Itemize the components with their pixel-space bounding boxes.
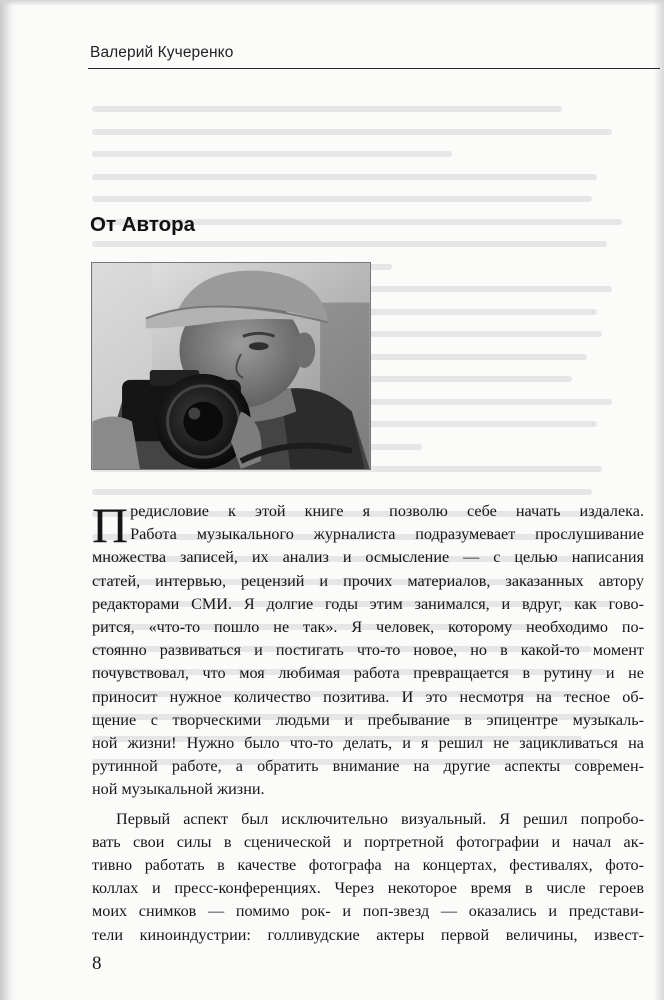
- drop-cap: П: [92, 497, 129, 553]
- text-line: почувствовал, что моя любимая работа превращается в рутину и не: [92, 664, 644, 683]
- header-rule: [88, 68, 660, 69]
- text-line: приносит нужное количество позитива. И это несмотря на тесное об-: [92, 687, 644, 706]
- show-through-line: [92, 196, 592, 202]
- text-line: редакторами СМИ. Я долгие годы этим занимался, и вдруг, как гово-: [92, 594, 644, 613]
- author-photo: [91, 262, 371, 470]
- paragraph-2: [92, 808, 644, 947]
- text-line: коллах и пресс-конференциях. Через некоторое время в числе героев: [92, 879, 644, 898]
- text-line: редисловие к этой книге я позволю себе начать издалека.: [130, 502, 644, 520]
- show-through-line: [92, 489, 592, 495]
- section-title: От Автора: [90, 213, 196, 236]
- running-head: Валерий Кучеренко: [90, 44, 234, 61]
- text-line: рится, «что-то пошло не так». Я человек, которому необходимо по-: [92, 618, 644, 637]
- show-through-line: [92, 129, 612, 135]
- text-line: стоянно развиваться и постигать что-то новое, но в какой-то момент: [92, 641, 644, 660]
- page-gutter-shadow: [0, 0, 16, 1000]
- camera-photographer-icon: [92, 263, 370, 469]
- text-line: Работа музыкального журналиста подразумевает прослушивание: [130, 525, 644, 544]
- text-line: ной жизни! Нужно было что-то делать, и я решил не зацикливаться на: [92, 734, 644, 753]
- show-through-line: [92, 241, 607, 247]
- text-line: рутинной работе, а обратить внимание на другие аспекты современ-: [92, 757, 644, 776]
- text-line: ной музыкальной жизни.: [92, 780, 265, 799]
- text-line: тивно работать в качестве фотографа на концертах, фестивалях, фото-: [92, 856, 644, 875]
- text-line: статей, интервью, рецензий и прочих материалов, заказанных автору: [92, 571, 644, 590]
- text-line: тели киноиндустрии: голливудские актеры первой величины, извест-: [92, 925, 644, 944]
- body-text: [92, 497, 644, 953]
- paragraph-1: [92, 497, 644, 802]
- text-line: моих снимков — помимо рок- и поп-звезд — оказались и представи-: [92, 902, 644, 921]
- show-through-line: [92, 174, 597, 180]
- show-through-line: [92, 106, 562, 112]
- text-line: Первый аспект был исключительно визуальный. Я решил попробо-: [116, 809, 644, 828]
- page-number: 8: [92, 953, 102, 974]
- page-top-shadow: [0, 0, 664, 6]
- text-line: множества записей, их анализ и осмысление — с целью написания: [92, 548, 644, 567]
- text-line: вать свои силы в сценической и портретной фотографии и начал ак-: [92, 832, 644, 851]
- page-edge-shadow: [654, 0, 664, 1000]
- show-through-line: [92, 151, 452, 157]
- text-line: щение с творческими людьми и пребывание в эпицентре музыкаль-: [92, 710, 644, 729]
